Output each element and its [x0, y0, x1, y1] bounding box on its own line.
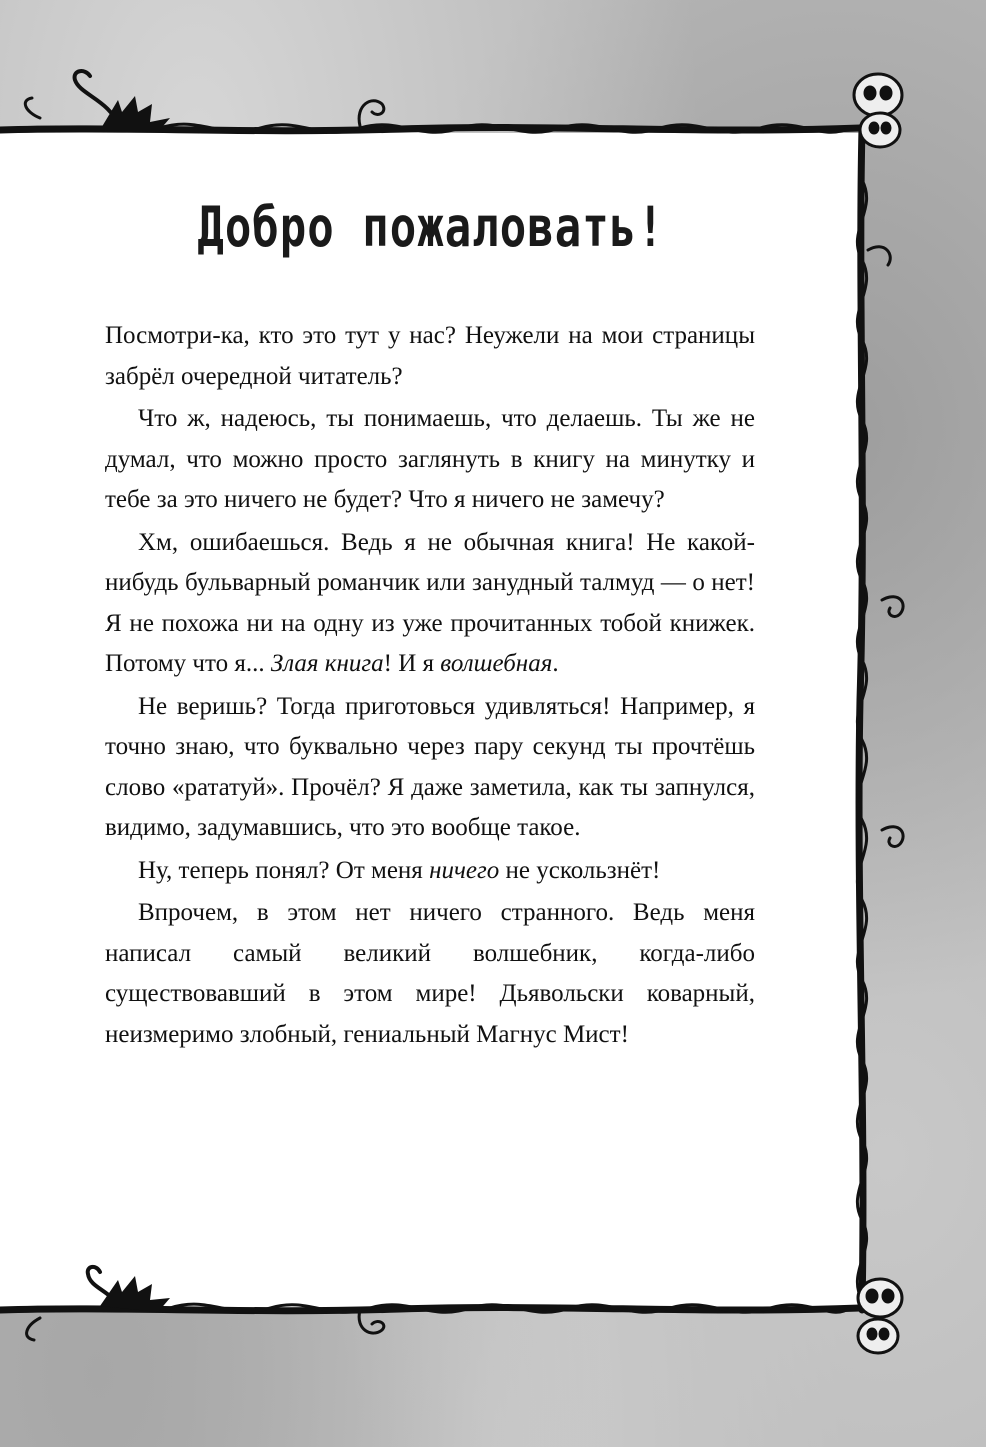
paragraph-text: Посмотри-ка, кто это тут у нас? Неужели на мои страницы забрёл очередной читатель?: [105, 322, 755, 390]
paragraph: [105, 893, 755, 1055]
paragraph-text: Не веришь? Тогда приготовься удивляться! Например, я точно знаю, что буквально через пару секунд ты прочтёшь слово «рататуй». Прочёл? Я даже заметила, как ты запнулся, видимо, задумавшись, что это вообще такое.: [105, 692, 755, 841]
emphasis-text: волшебная: [440, 650, 553, 677]
page-title: Добро пожаловать!: [197, 196, 665, 260]
paragraph-text: не ускользнёт!: [499, 856, 661, 884]
emphasis-text: Злая книга: [270, 650, 384, 677]
paragraph-text: Хм, ошибаешься. Ведь я не обычная книга! Не какой-нибудь бульварный романчик или занудный талмуд — о нет! Я не похожа ни на одну из уже прочитанных тобой книжек. Потому что я...: [105, 528, 755, 677]
body-text: [105, 316, 755, 1057]
paragraph-text: Впрочем, в этом нет ничего странного. Ведь меня написал самый великий волшебник, когда-либо существовавший в этом мире! Дьявольски коварный, неизмеримо злобный, гениальный Магнус Мист!: [105, 899, 755, 1048]
paragraph: [105, 316, 755, 397]
emphasis-text: ничего: [429, 856, 500, 884]
paragraph-text: Ну, теперь понял? От меня: [138, 856, 430, 884]
paragraph: [105, 687, 755, 849]
paragraph-text: Что ж, надеюсь, ты понимаешь, что делаешь. Ты же не думал, что можно просто заглянуть в книгу на минутку и тебе за это ничего не будет? Что я ничего не замечу?: [105, 405, 755, 513]
paragraph-text: ! И я: [383, 650, 441, 677]
paragraph-text: .: [552, 650, 559, 677]
paragraph: [105, 399, 755, 521]
paragraph: [105, 523, 755, 685]
paragraph: [105, 851, 755, 892]
